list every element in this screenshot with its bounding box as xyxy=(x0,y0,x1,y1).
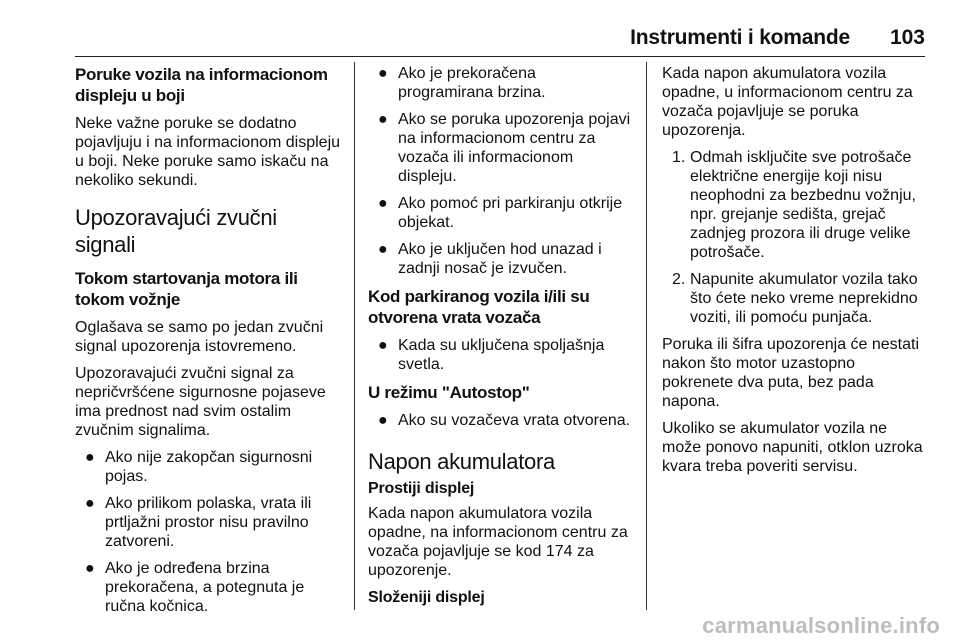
bullet-icon: ● xyxy=(85,560,95,577)
column-divider-1 xyxy=(354,62,355,610)
bullet-icon: ● xyxy=(378,337,388,354)
list-item: ● Ako je uključen hod unazad i zadnji nosač je izvučen. xyxy=(378,241,602,277)
watermark: carmanualsonline.info xyxy=(702,613,940,638)
heading-complex-display: Složeniji displej xyxy=(368,589,485,606)
list-item: ● Ako pomoć pri parkiranju otkrije objekat. xyxy=(378,195,623,231)
bullet-icon: ● xyxy=(378,111,388,128)
paragraph-service: Ukoliko se akumulator vozila ne može ponovo napuniti, otklon uzroka kvara treba poveriti servisu. xyxy=(662,420,923,475)
heading-simple-display: Prostiji displej xyxy=(368,480,475,497)
paragraph-simple-display: Kada napon akumulatora vozila opadne, na informacionom centru za vozača pojavljuje se kod 174 za upozorenje. xyxy=(368,505,628,579)
chime-conditions-list-continued xyxy=(368,64,634,278)
page-header xyxy=(75,26,925,52)
list-item: ● Ako nije zakopčan sigurnosni pojas. xyxy=(85,449,313,485)
column-divider-2 xyxy=(646,62,647,610)
heading-battery-voltage: Napon akumulatora xyxy=(368,449,555,474)
list-item: ● Ako prilikom polaska, vrata ili prtljažni prostor nisu pravilno zatvoreni. xyxy=(85,495,312,550)
bullet-icon: ● xyxy=(378,195,388,212)
list-item: ● Ako je određena brzina prekoračena, a potegnuta je ručna kočnica. xyxy=(85,560,305,615)
list-item: 1. Odmah isključite sve potrošače električne energije koji nisu neophodni za bezbednu vožnju, npr. grejanje sedišta, grejač zadnjeg prozora ili druge velike potrošače. xyxy=(672,149,916,261)
paragraph-seatbelt-priority: Upozoravajući zvučni signal za nepričvršćene sigurnosne pojaseve ima prednost nad svim ostalim zvučnim signalima. xyxy=(75,365,326,439)
paragraph-one-signal: Oglašava se samo po jedan zvučni signal upozorenja istovremeno. xyxy=(75,319,324,355)
list-item: ● Ako su vozačeva vrata otvorena. xyxy=(378,412,631,429)
bullet-icon: ● xyxy=(378,241,388,258)
heading-parked: Kod parkiranog vozila i/ili su otvorena vrata vozača xyxy=(368,287,590,327)
heading-info-display: Poruke vozila na informacionom displeju u boji xyxy=(75,65,328,105)
step-number: 1. xyxy=(672,149,686,166)
autostop-conditions-list xyxy=(368,411,634,430)
list-item: ● Ako je prekoračena programirana brzina. xyxy=(378,65,546,101)
bullet-icon: ● xyxy=(378,65,388,82)
chime-conditions-list xyxy=(75,448,341,616)
column-2 xyxy=(368,64,634,613)
battery-steps-list xyxy=(662,148,928,327)
step-number: 2. xyxy=(672,271,686,288)
heading-start-drive: Tokom startovanja motora ili tokom vožnje xyxy=(75,269,298,309)
paragraph-message-off: Poruka ili šifra upozorenja će nestati nakon što motor uzastopno pokrenete dva puta, bez pada napona. xyxy=(662,336,920,410)
bullet-icon: ● xyxy=(85,449,95,466)
column-1 xyxy=(75,64,341,624)
heading-warning-chimes: Upozoravajući zvučni signali xyxy=(75,205,277,257)
bullet-icon: ● xyxy=(85,495,95,512)
paragraph-info-display: Neke važne poruke se dodatno pojavljuju i na informacionom displeju u boji. Neke poruke samo iskaču na nekoliko sekundi. xyxy=(75,115,341,189)
parked-conditions-list xyxy=(368,336,634,374)
column-3 xyxy=(662,64,928,484)
paragraph-battery-intro: Kada napon akumulatora vozila opadne, u informacionom centru za vozača pojavljuje se poruka upozorenja. xyxy=(662,65,913,139)
bullet-icon: ● xyxy=(378,412,388,429)
header-rule xyxy=(75,56,925,57)
chapter-title: Instrumenti i komande xyxy=(630,26,850,49)
heading-autostop: U režimu "Autostop" xyxy=(368,383,530,402)
list-item: ● Ako se poruka upozorenja pojavi na informacionom centru za vozača ili informacionom displeju. xyxy=(378,111,631,185)
page-number: 103 xyxy=(889,26,925,49)
list-item: ● Kada su uključena spoljašnja svetla. xyxy=(378,337,605,373)
list-item: 2. Napunite akumulator vozila tako što ćete neko vreme neprekidno voziti, ili pomoću punjača. xyxy=(672,271,918,326)
